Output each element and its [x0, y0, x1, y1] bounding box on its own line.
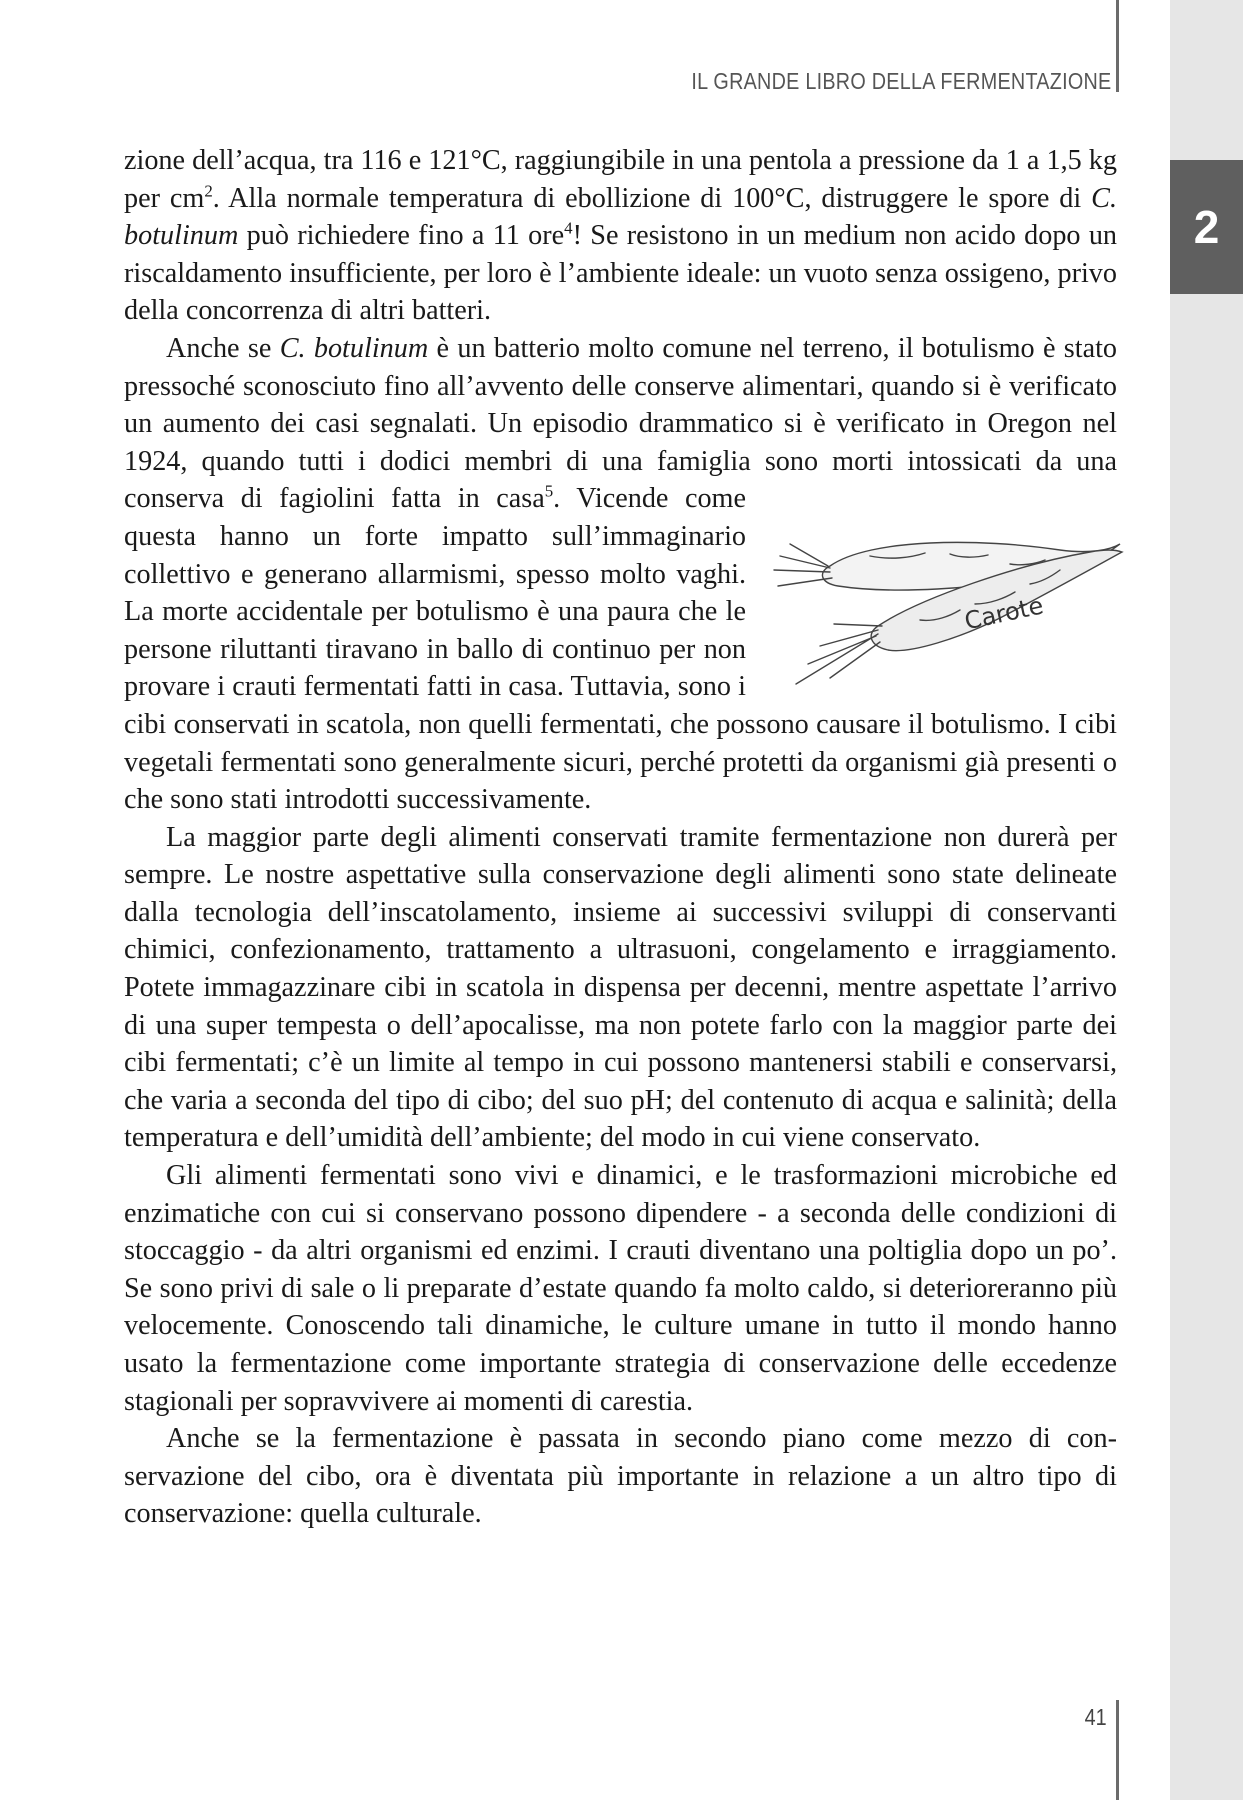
- carrot-figure: [760, 508, 1125, 690]
- running-head: IL GRANDE LIBRO DELLA FERMENTAZIONE: [690, 68, 1111, 94]
- paragraph-2: Anche se C. botulinum è un batterio molto comune nel terreno, il botulismo è stato pressoché sconosciuto fino all’avvento delle conserve alimentari, quando si è verificato un aumento dei casi segnalati. Un episodio drammatico si è verificato in Oregon nel 1924, quando tutti i dodici membri di una famiglia sono morti intossicati da una conserva di fagiolini fatta in casa$^5$ Carote . Vicende come questa hanno un forte impatto sull’immaginario collettivo e generano allarmismi, spesso molto vaghi. La morte accidentale per botulismo è una paura che le persone riluttanti tiravano in ballo di continuo per non provare i crauti fermentati fatti in casa. Tuttavia, sono i cibi conservati in scatola, non quelli fermentati, che possono causare il botulismo. I cibi vegetali fermentati sono generalmente sicuri, perché protetti da organismi già presenti o che sono stati introdotti successivamente.: [124, 330, 1117, 819]
- footnote-ref: 4: [564, 218, 573, 238]
- body-text: [124, 142, 1117, 1533]
- figure-caption: Carote: [962, 591, 1046, 636]
- paragraph-3: La maggior parte degli alimenti conservati tramite fermentazione non durerà per sempre. Le nostre aspettative sulla conservazione degli alimenti sono state delineate dalla tecnologia dell’inscatolamento, insieme ai successivi sviluppi di conservanti chimici, confezionamento, trattamento a ultrasuoni, congelamento e irraggiamento. Potete immagazzinare cibi in scatola in dispensa per decenni, mentre aspettate l’arrivo di una super tempesta o dell’apocalisse, ma non potete farlo con la maggior parte dei cibi fermentati; c’è un limite al tempo in cui possono mantenersi stabili e conservarsi, che varia a seconda del tipo di cibo; del suo pH; del contenuto di acqua e salinità; della temperatura e dell’umidità dell’ambiente; del modo in cui viene conservato.: [124, 821, 1117, 1154]
- page-number: 41: [1084, 1704, 1107, 1730]
- footnote-ref: 2: [204, 181, 213, 201]
- species-name: C. botulinum: [124, 182, 1117, 252]
- chapter-tab: [1170, 160, 1243, 294]
- header-rule: [1116, 0, 1119, 92]
- species-name: C. botulinum: [279, 332, 429, 364]
- chapter-number: 2: [1193, 201, 1220, 253]
- paragraph-4: Gli alimenti fermentati sono vivi e dinamici, e le trasformazioni microbiche ed enzimatiche con cui si conservano possono dipendere - a seconda delle condizioni di stoccaggio - da altri organismi ed enzimi. I crauti diventano una poltiglia dopo un po’. Se sono privi di sale o li preparate d’estate quando fa molto caldo, si deterioreranno più velocemente. Conoscendo tali dinamiche, le culture umane in tutto il mondo hanno usato la fermentazione come importante strategia di conservazione delle eccedenze stagionali per sopravvivere ai momenti di carestia.: [124, 1160, 1117, 1417]
- footer-rule: [1116, 1700, 1119, 1800]
- paragraph-5: Anche se la fermentazione è passata in secondo piano come mezzo di conservazione del cibo, ora è diventata più importante in relazione a un altro tipo di conservazione: quella culturale.: [124, 1423, 1117, 1530]
- paragraph-1: zione dell’acqua, tra 116 e 121°C, raggiungibile in una pentola a pressione da 1 a 1,5 kg per $cm^2$. Alla normale temperatura di ebollizione di 100°C, distruggere le spore di C. botulinum può richiedere fino a 11 ore$^4$! Se resistono in un medium non acido dopo un riscaldamento insufficiente, per loro è l’ambiente ideale: un vuoto senza ossigeno, privo della concorrenza di altri batteri.: [124, 145, 1118, 327]
- carrots-illustration-icon: [760, 508, 1125, 690]
- footnote-ref: 5: [544, 481, 554, 501]
